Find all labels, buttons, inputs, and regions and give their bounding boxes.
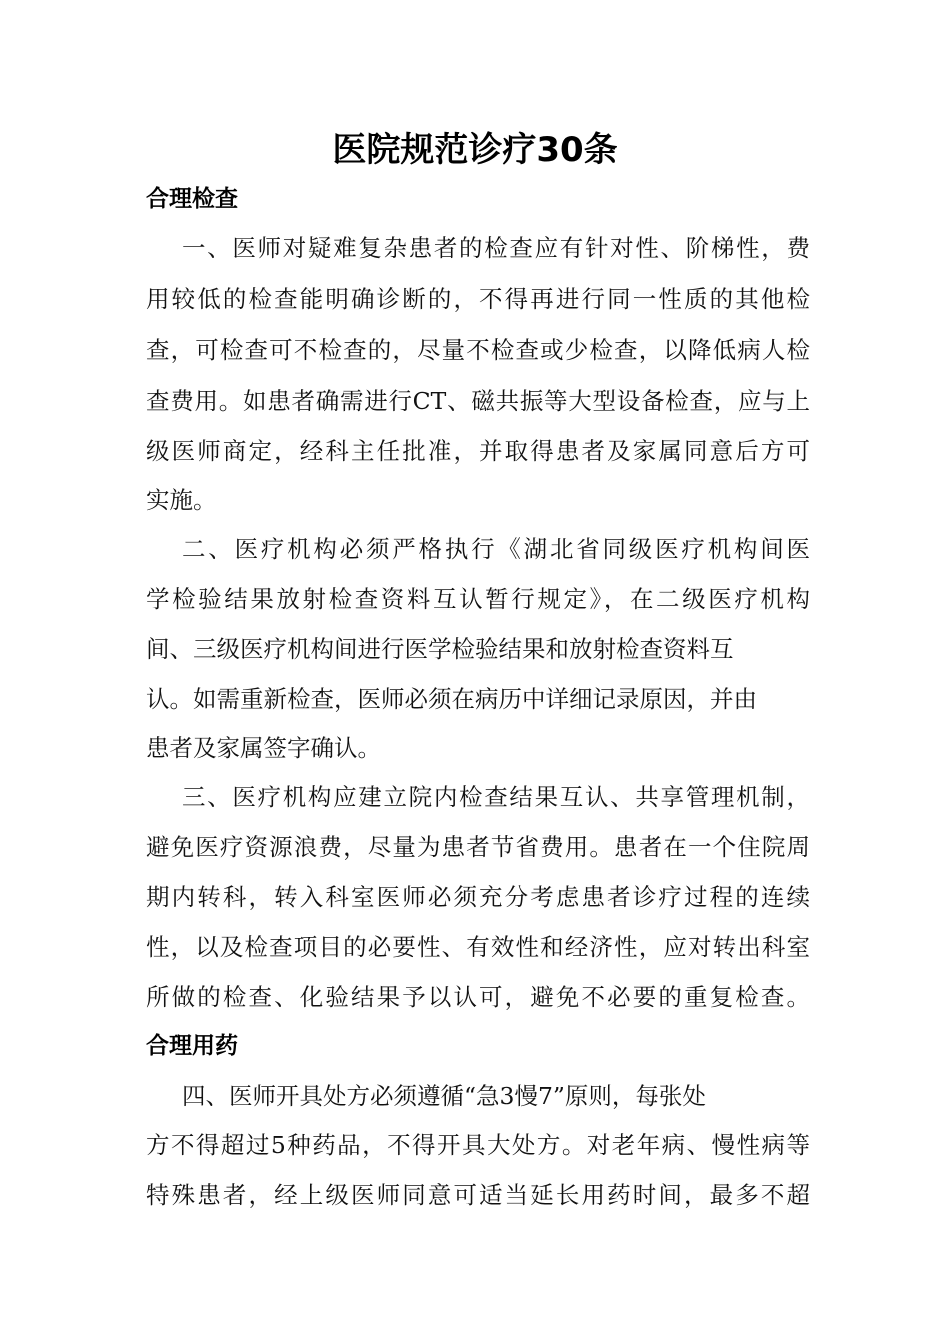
document-title: 医院规范诊疗30条 bbox=[332, 130, 618, 170]
paragraph-line: 方不得超过5种药品，不得开具大处方。对老年病、慢性病等 bbox=[146, 1131, 810, 1159]
paragraph-line: 查费用。如患者确需进行CT、磁共振等大型设备检查，应与上 bbox=[146, 387, 810, 415]
paragraph-line: 实施。 bbox=[146, 486, 217, 514]
section-heading-reasonable-medication: 合理用药 bbox=[146, 1033, 238, 1059]
paragraph-line: 三、医疗机构应建立院内检查结果互认、共享管理机制， bbox=[182, 783, 810, 811]
paragraph-line: 患者及家属签字确认。 bbox=[146, 734, 381, 762]
paragraph-line: 期内转科，转入科室医师必须充分考虑患者诊疗过程的连续 bbox=[146, 883, 810, 911]
paragraph-line: 级医师商定，经科主任批准，并取得患者及家属同意后方可 bbox=[146, 437, 810, 465]
paragraph-line: 学检验结果放射检查资料互认暂行规定》，在二级医疗机构 bbox=[146, 585, 810, 613]
paragraph-line: 认。如需重新检查，医师必须在病历中详细记录原因，并由 bbox=[146, 685, 757, 713]
paragraph-line: 二、医疗机构必须严格执行《湖北省同级医疗机构间医 bbox=[182, 535, 810, 563]
paragraph-line: 避免医疗资源浪费，尽量为患者节省费用。患者在一个住院周 bbox=[146, 833, 810, 861]
paragraph-line: 四、医师开具处方必须遵循“急3慢7”原则，每张处 bbox=[182, 1082, 706, 1110]
paragraph-line: 查，可检查可不检查的，尽量不检查或少检查，以降低病人检 bbox=[146, 336, 810, 364]
paragraph-line: 性，以及检查项目的必要性、有效性和经济性，应对转出科室 bbox=[146, 933, 810, 961]
paragraph-line: 一、医师对疑难复杂患者的检查应有针对性、阶梯性，费 bbox=[182, 234, 810, 262]
section-heading-reasonable-examination: 合理检查 bbox=[146, 186, 238, 212]
paragraph-line: 所做的检查、化验结果予以认可，避免不必要的重复检查。 bbox=[146, 983, 810, 1011]
paragraph-line: 特殊患者，经上级医师同意可适当延长用药时间，最多不超 bbox=[146, 1181, 810, 1209]
paragraph-line: 用较低的检查能明确诊断的，不得再进行同一性质的其他检 bbox=[146, 285, 810, 313]
paragraph-line: 间、三级医疗机构间进行医学检验结果和放射检查资料互 bbox=[146, 635, 734, 663]
